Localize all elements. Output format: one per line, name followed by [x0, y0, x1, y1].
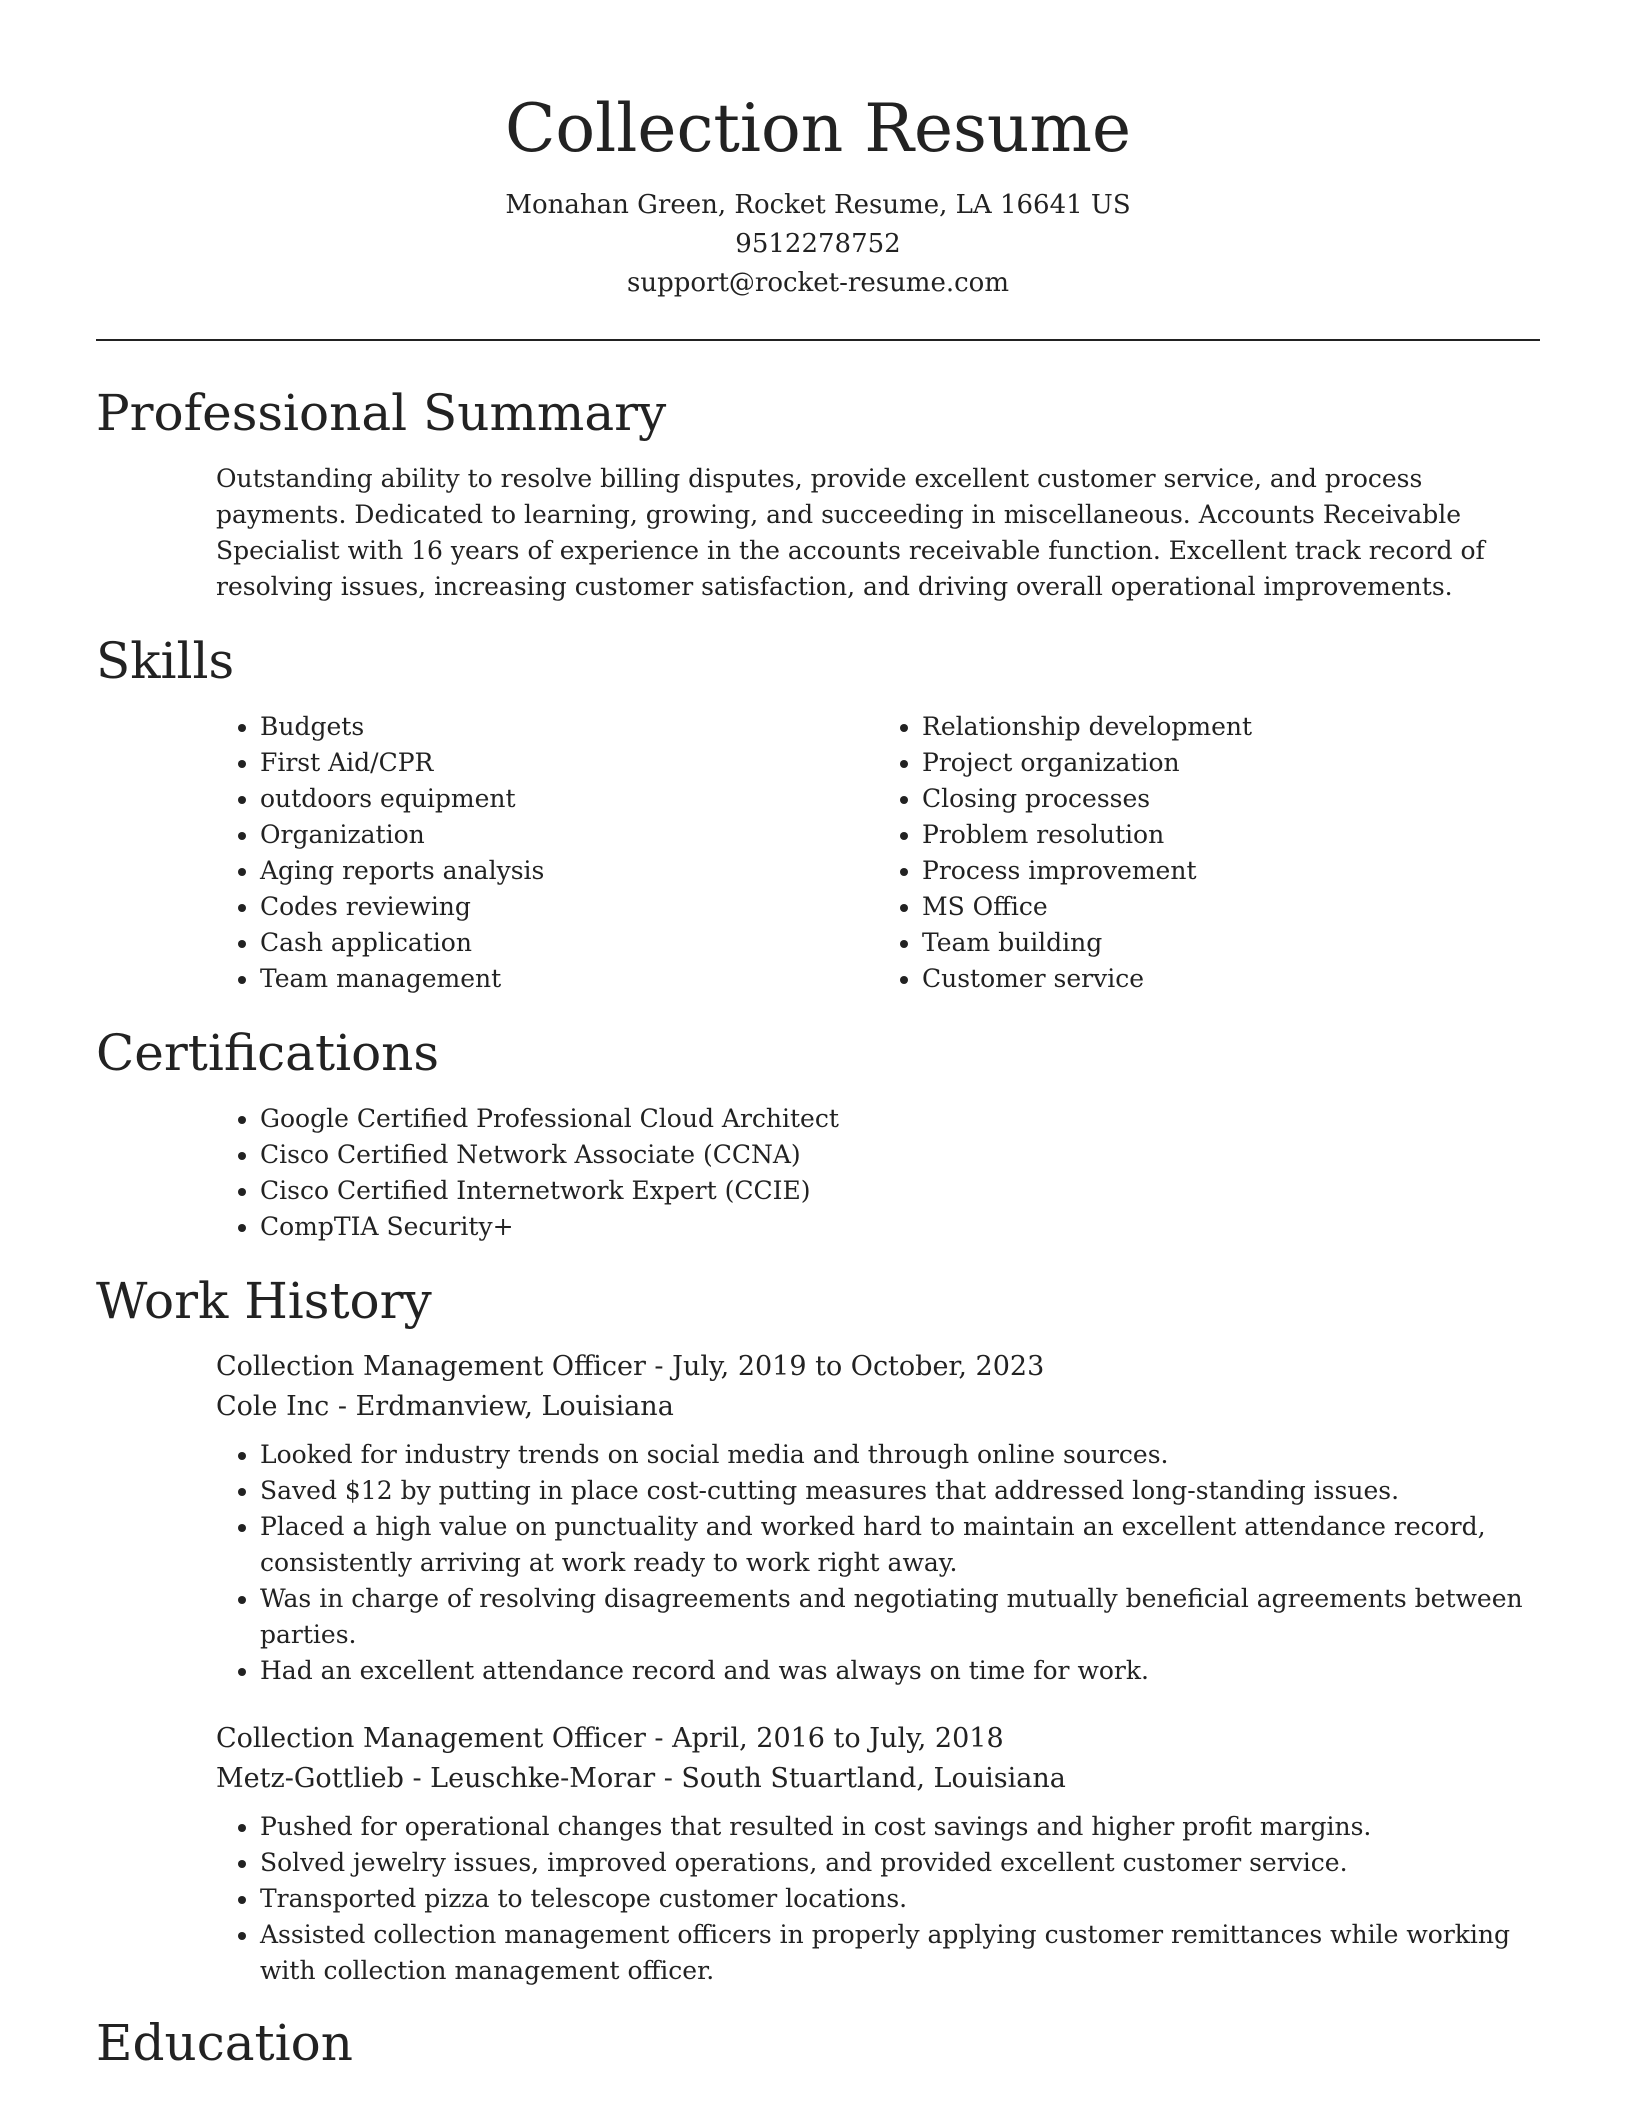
- work-heading: Work History: [96, 1272, 432, 1330]
- list-item: • Relationship development: [922, 709, 1540, 745]
- contact-address: Monahan Green, Rocket Resume, LA 16641 US: [505, 190, 1131, 220]
- list-item: • Transported pizza to telescope customer locations.: [260, 1881, 1540, 1917]
- skills-list-right: [878, 709, 1540, 997]
- certifications-section: [96, 1021, 1540, 1245]
- list-item: • Cisco Certified Internetwork Expert (CCIE): [260, 1173, 1540, 1209]
- resume-header: [96, 0, 1540, 303]
- list-item: • Solved jewelry issues, improved operations, and provided excellent customer service.: [260, 1845, 1540, 1881]
- job-bullets: [216, 1809, 1540, 1989]
- job-company-line: Metz-Gottlieb - Leuschke-Morar - South Stuartland, Louisiana: [216, 1763, 1066, 1794]
- list-item: • Assisted collection management officers in properly applying customer remittances while working with collection management officer.: [260, 1917, 1540, 1989]
- list-item: • outdoors equipment: [260, 781, 878, 817]
- work-section: [96, 1269, 1540, 1989]
- list-item: • Codes reviewing: [260, 889, 878, 925]
- summary-section: [96, 381, 1540, 605]
- list-item: • Team management: [260, 961, 878, 997]
- job-title-line: Collection Management Officer - July, 2019 to October, 2023: [216, 1351, 1045, 1382]
- list-item: • Team building: [922, 925, 1540, 961]
- list-item: • First Aid/CPR: [260, 745, 878, 781]
- list-item: • Cash application: [260, 925, 878, 961]
- header-divider: [96, 339, 1540, 341]
- job-entry: [216, 1347, 1540, 1689]
- list-item: • Looked for industry trends on social media and through online sources.: [260, 1437, 1540, 1473]
- list-item: • Budgets: [260, 709, 878, 745]
- certifications-heading: Certifications: [96, 1024, 440, 1082]
- list-item: • Google Certified Professional Cloud Architect: [260, 1101, 1540, 1137]
- summary-text: Outstanding ability to resolve billing disputes, provide excellent customer service, and process payments. Dedicated to learning, growing, and succeeding in miscellaneous. Accounts Receivable Specialist with 16 years of experience in the accounts receivable function. Excellent track record of resolving issues, increasing customer satisfaction, and driving overall operational improvements.: [216, 464, 1485, 601]
- resume-title: Collection Resume: [504, 90, 1132, 167]
- list-item: • Placed a high value on punctuality and worked hard to maintain an excellent attendance record, consistently arriving at work ready to work right away.: [260, 1509, 1540, 1581]
- certifications-list: [216, 1101, 1540, 1245]
- list-item: • MS Office: [922, 889, 1540, 925]
- skills-columns: [216, 709, 1540, 997]
- list-item: • Organization: [260, 817, 878, 853]
- list-item: • Had an excellent attendance record and was always on time for work.: [260, 1653, 1540, 1689]
- summary-heading: Professional Summary: [96, 384, 667, 442]
- list-item: • CompTIA Security+: [260, 1209, 1540, 1245]
- contact-block: [96, 186, 1540, 303]
- job-entry: [216, 1719, 1540, 1989]
- list-item: • Closing processes: [922, 781, 1540, 817]
- list-item: • Problem resolution: [922, 817, 1540, 853]
- job-bullets: [216, 1437, 1540, 1689]
- skills-heading: Skills: [96, 632, 235, 690]
- list-item: • Process improvement: [922, 853, 1540, 889]
- skills-section: [96, 629, 1540, 997]
- contact-email: support@rocket-resume.com: [626, 268, 1009, 298]
- work-body: [216, 1347, 1540, 1989]
- job-title-line: Collection Management Officer - April, 2016 to July, 2018: [216, 1723, 1004, 1754]
- list-item: • Was in charge of resolving disagreements and negotiating mutually beneficial agreements between parties.: [260, 1581, 1540, 1653]
- education-section: [96, 2011, 1540, 2075]
- list-item: • Customer service: [922, 961, 1540, 997]
- education-heading: Education: [96, 2014, 353, 2072]
- list-item: • Aging reports analysis: [260, 853, 878, 889]
- contact-phone: 9512278752: [735, 229, 901, 259]
- list-item: • Project organization: [922, 745, 1540, 781]
- skills-list-left: [216, 709, 878, 997]
- resume-page: [96, 0, 1540, 2075]
- summary-body: [216, 461, 1540, 605]
- job-company-line: Cole Inc - Erdmanview, Louisiana: [216, 1391, 674, 1422]
- certifications-body: [216, 1101, 1540, 1245]
- list-item: • Pushed for operational changes that resulted in cost savings and higher profit margins.: [260, 1809, 1540, 1845]
- list-item: • Cisco Certified Network Associate (CCNA): [260, 1137, 1540, 1173]
- list-item: • Saved $12 by putting in place cost-cutting measures that addressed long-standing issues.: [260, 1473, 1540, 1509]
